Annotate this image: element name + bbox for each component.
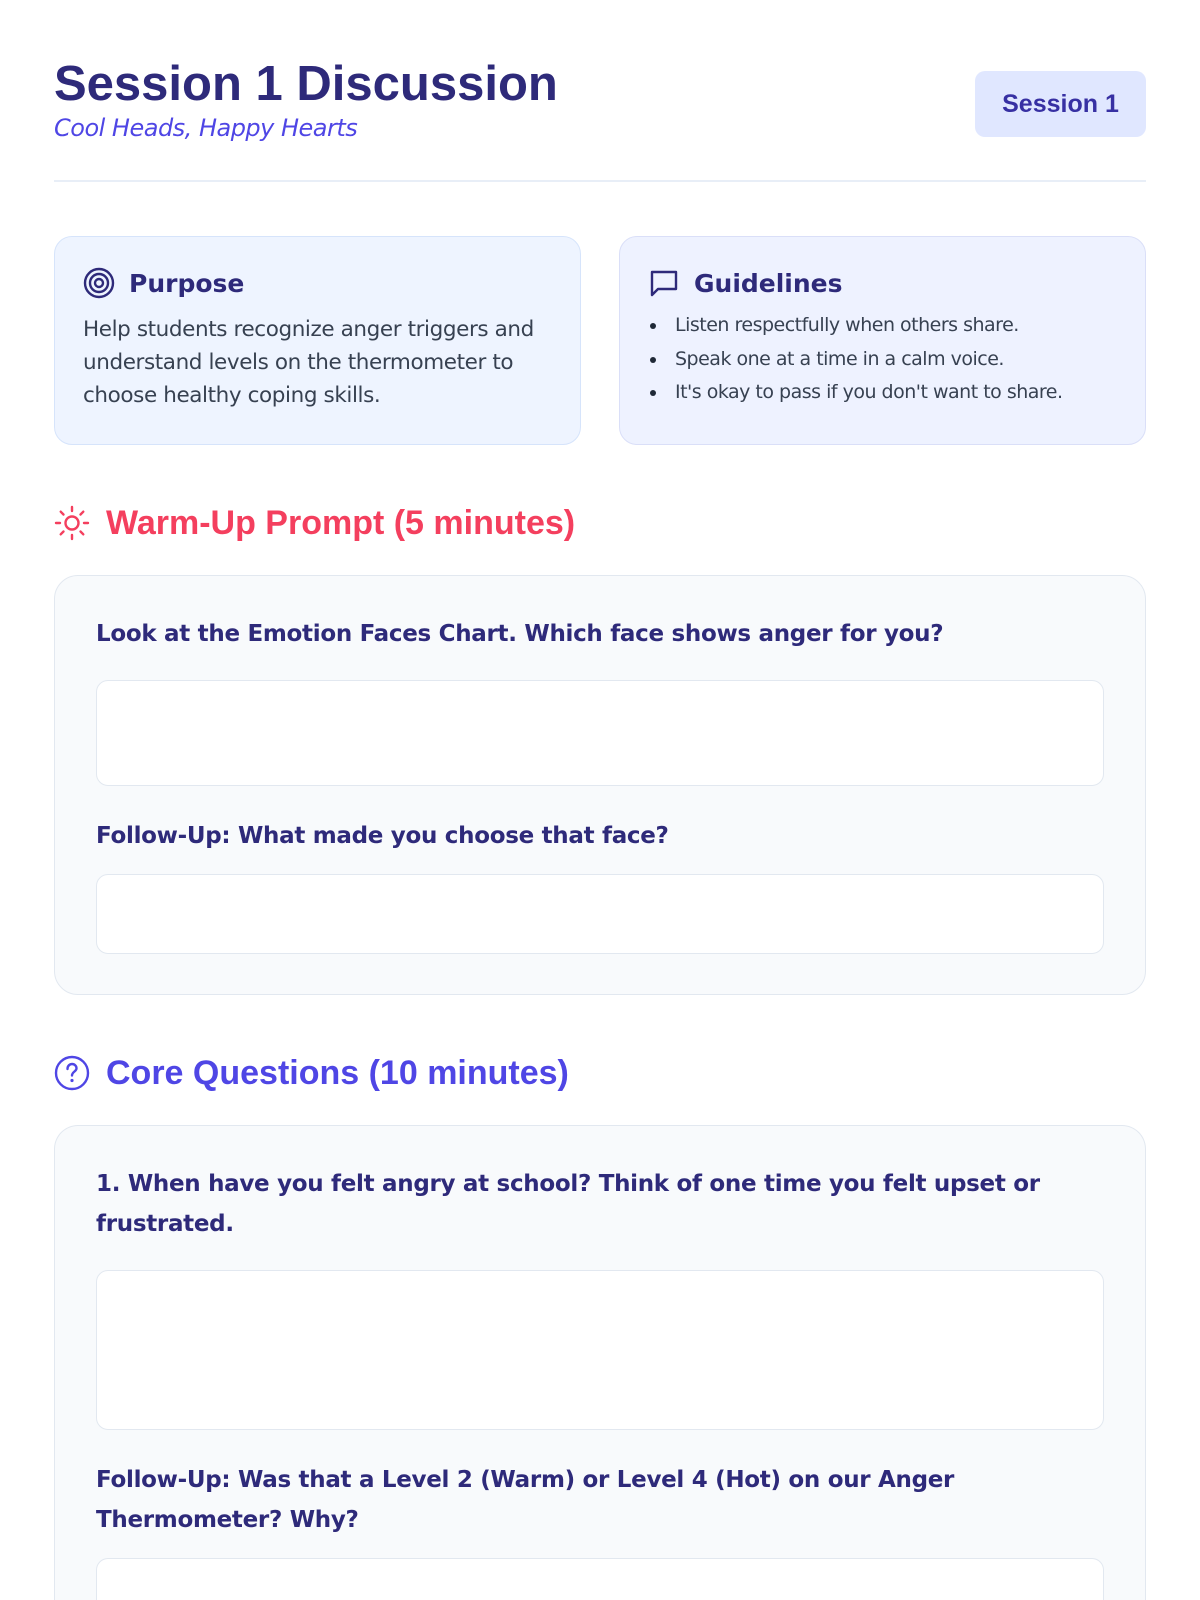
warmup-followup-question: Follow-Up: What made you choose that face? (96, 823, 669, 849)
warmup-panel (54, 575, 1146, 995)
warmup-title: Warm-Up Prompt (5 minutes) (106, 503, 576, 542)
guidelines-card (619, 236, 1146, 445)
guidelines-card-header (648, 265, 1117, 301)
warmup-answer-field[interactable] (96, 680, 1104, 786)
target-icon (83, 267, 115, 299)
page-subtitle: Cool Heads, Happy Hearts (54, 114, 358, 142)
core-panel (54, 1125, 1146, 1600)
core-followup-answer-1-field[interactable] (96, 1558, 1104, 1600)
speech-bubble-icon (648, 267, 680, 299)
question-circle-icon (54, 1055, 90, 1091)
sun-icon (54, 505, 90, 541)
page-header (54, 0, 1146, 182)
guideline-item: Listen respectfully when others share. (648, 309, 1117, 343)
core-question-1: 1. When have you felt angry at school? Think of one time you felt upset or frustrated. (96, 1171, 1040, 1237)
page-title: Session 1 Discussion (54, 57, 558, 111)
warmup-question: Look at the Emotion Faces Chart. Which face shows anger for you? (96, 621, 944, 647)
core-section-header (54, 1051, 1146, 1095)
core-answer-1-field[interactable] (96, 1270, 1104, 1430)
guidelines-title: Guidelines (694, 268, 843, 298)
info-cards (54, 236, 1146, 445)
warmup-followup-answer-field[interactable] (96, 874, 1104, 954)
purpose-text: Help students recognize anger triggers and understand levels on the thermometer to choose healthy coping skills. (83, 317, 534, 408)
purpose-title: Purpose (129, 268, 245, 298)
warmup-section-header (54, 501, 1146, 545)
session-badge: Session 1 (975, 71, 1146, 137)
guideline-item: Speak one at a time in a calm voice. (648, 343, 1117, 377)
purpose-card (54, 236, 581, 445)
core-title: Core Questions (10 minutes) (106, 1053, 569, 1092)
guidelines-list (648, 309, 1117, 410)
guideline-item: It's okay to pass if you don't want to share. (648, 376, 1117, 410)
purpose-card-header (83, 265, 552, 301)
core-followup-question-1: Follow-Up: Was that a Level 2 (Warm) or Level 4 (Hot) on our Anger Thermometer? Why? (96, 1467, 955, 1533)
